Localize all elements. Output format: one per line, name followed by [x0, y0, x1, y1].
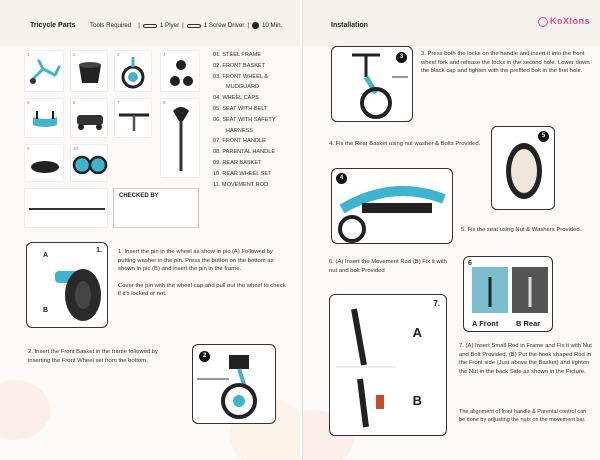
part-item: 06. SEAT WITH SAFETY	[213, 116, 276, 123]
step4-photo: 4	[331, 168, 453, 244]
step6-text: 6. (A) Insert the Movement Rod (B) Fix it with nut and bolt Provided	[329, 259, 447, 274]
handle-icon	[115, 99, 153, 139]
part-item: 10. REAR WHEEL SET	[213, 170, 272, 177]
movement-rod-icon	[25, 189, 109, 229]
part-item: 07. FRONT HANDLE	[213, 138, 266, 145]
part-tile-front-handle: 7	[114, 98, 152, 138]
parental-handle-icon	[161, 99, 201, 179]
part-item: 04. WHEEL CAPS	[213, 95, 259, 102]
part-item: 02. FRONT BASKET	[213, 62, 266, 69]
part-tile-movement-rod	[24, 188, 108, 228]
logo-badge-icon	[538, 17, 548, 27]
steel-frame-icon	[25, 51, 65, 93]
tool-screwdriver: 1 Screw Driver	[203, 22, 245, 29]
part-tile-wheel-caps: 4	[160, 50, 200, 92]
right-page	[302, 0, 600, 460]
part-tile-rear-wheels: 10	[70, 144, 108, 182]
seat-icon	[25, 99, 65, 139]
front-wheel-icon	[115, 51, 153, 93]
part-item: 08. PARENTAL HANDLE	[213, 149, 276, 156]
step7-photo: 7. A B	[329, 294, 447, 436]
step1-text: 1. Insert the pin in the wheel as show in pic (A) Followed by putting washer in the pin. Press the button on the bottom as shown in pic (B) and insert the pin in the frame. Cover the pin with the wheel cap and pull out the wheel to check if it's locked or not.	[118, 249, 286, 298]
part-tile-steel-frame: 1	[24, 50, 64, 92]
step1-photo: 1. A B	[26, 242, 108, 328]
checked-by-box: CHECKED BY	[113, 188, 199, 228]
step4-text: 4. Fix the Rear Basket using nut washer & Bolts Provided.	[329, 141, 481, 147]
brand-logo: KoXlons	[538, 16, 590, 27]
part-item: 05. SEAT WITH BELT	[213, 105, 268, 112]
wheel-pin-illustration	[27, 243, 108, 328]
step3-text: 3. Press both the locks on the handle and insert it into the front wheel fork and release the locks in the second hole. Lower down the black cap and tighten with the prefited bolt in the first hole.	[421, 51, 590, 75]
part-tile-front-wheel: 3	[114, 50, 152, 92]
clock-icon	[252, 22, 259, 29]
page-title: Tricycle Parts	[30, 22, 76, 29]
part-item: MUDGUARD	[226, 84, 259, 91]
wheel-caps-icon	[161, 51, 201, 93]
part-item: HARNESS	[226, 127, 254, 134]
part-tile-front-basket: 2	[70, 50, 108, 92]
step3-photo: 3	[331, 46, 413, 122]
rear-basket-icon	[25, 145, 65, 183]
step2-text: 2. Insert the Front Basket in the frame followed by inserting the Front Wheel set from the bottom.	[28, 349, 158, 364]
part-item: 01. STEEL FRAME	[213, 52, 261, 58]
part-tile-seat-harness: 6	[70, 98, 108, 138]
step7-note: The alignment of front handle & Parental control can be done by adjusting the nuts on the movement bar.	[459, 409, 587, 423]
harness-icon	[71, 99, 109, 139]
tools-required: Tools Required | 1 Plyer | 1 Screw Driver | 10 Min.	[90, 22, 283, 29]
plyer-icon	[143, 24, 157, 28]
basket-icon	[71, 51, 109, 93]
tool-plyer: 1 Plyer	[159, 22, 180, 29]
part-tile-rear-basket: 9	[24, 144, 64, 182]
tool-time: 10 Min.	[261, 22, 283, 29]
part-item: 11. MOVEMENT ROD	[213, 181, 269, 188]
rod-fix-illustration	[330, 295, 447, 436]
part-tile-seat-belt: 5	[24, 98, 64, 138]
decorative-blob	[0, 380, 50, 440]
page-title: Installation	[331, 22, 368, 29]
part-item: 03. FRONT WHEEL &	[213, 73, 269, 80]
step7-text: 7. (A) Insert Small Rod in Frame and Fix it with Nut and Bolt Provided. (B) Put the hook shaped Rod in the Front side (Just above the Basket) and tighten the Nut in the back Side as shown in the Picture.	[459, 343, 592, 375]
step2-photo: 2	[192, 344, 276, 424]
step6-photo: 6 A Front B Rear	[463, 256, 553, 332]
part-item: 09. REAR BASKET	[213, 159, 262, 166]
screwdriver-icon	[187, 24, 201, 28]
step5-photo: 5	[491, 126, 555, 210]
parts-list	[213, 50, 276, 190]
step5-text: 5. Fix the seat using Nut & Washers Provided.	[461, 227, 582, 233]
tools-label: Tools Required	[90, 22, 132, 29]
rear-basket-illustration	[332, 169, 453, 244]
part-tile-parental-handle: 8	[160, 98, 200, 178]
